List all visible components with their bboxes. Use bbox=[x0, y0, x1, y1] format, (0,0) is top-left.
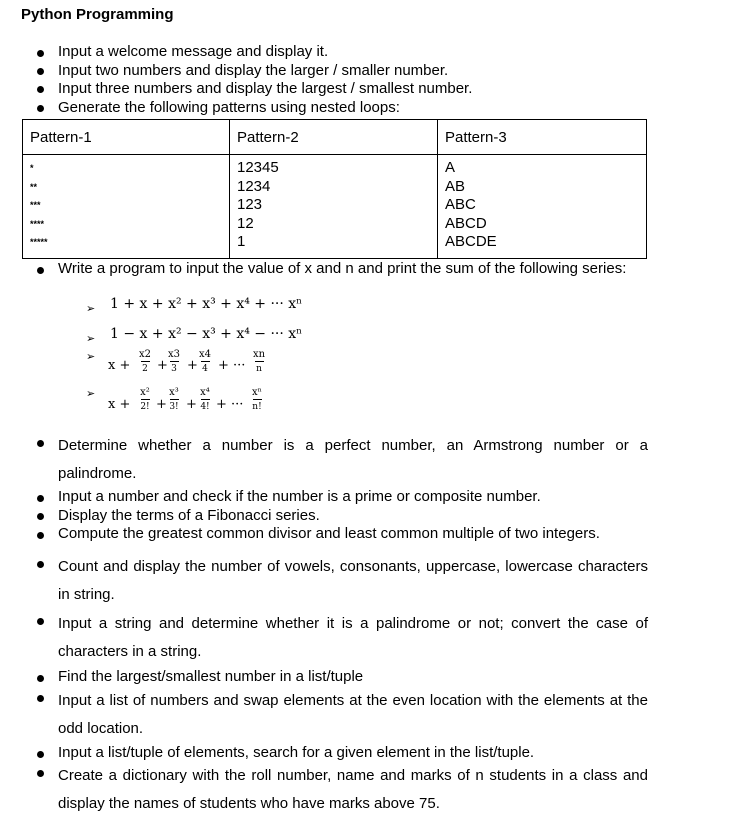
numerator: xⁿ bbox=[252, 387, 262, 398]
list-item: Create a dictionary with the roll number, name and marks of n students in a class and display the names of students who have marks above 75. bbox=[58, 767, 648, 812]
header-pattern-1: Pattern-1 bbox=[23, 120, 230, 155]
pattern-line: 1 bbox=[237, 233, 246, 250]
bullet-dot bbox=[37, 105, 44, 112]
numerator: xn bbox=[252, 349, 266, 360]
series-4-term-1 bbox=[137, 387, 153, 412]
denominator: 3! bbox=[169, 402, 179, 412]
numerator: x² bbox=[140, 387, 150, 398]
pattern-line: ABC bbox=[445, 196, 476, 213]
numerator: x2 bbox=[138, 349, 151, 360]
bullet-dot bbox=[37, 532, 44, 539]
pattern-line: 1234 bbox=[237, 177, 271, 195]
patterns-table bbox=[22, 119, 647, 259]
series-3-term-2 bbox=[167, 349, 181, 374]
series-4-term-2 bbox=[166, 387, 182, 412]
series-3-term-1 bbox=[138, 349, 152, 374]
bullet-dot bbox=[37, 770, 44, 777]
series-3-term-n bbox=[251, 349, 267, 374]
numerator: x4 bbox=[198, 349, 211, 360]
numerator: x³ bbox=[169, 387, 179, 398]
list-item: Determine whether a number is a perfect number, an Armstrong number or a palindrome. bbox=[58, 437, 648, 482]
pattern-line: ABCDE bbox=[445, 233, 497, 250]
pattern-1-cell bbox=[23, 155, 230, 259]
header-pattern-2: Pattern-2 bbox=[230, 120, 438, 155]
series-4-lead: x + bbox=[108, 397, 131, 412]
arrow-bullet-icon: ➢ bbox=[86, 303, 96, 315]
list-item: Input three numbers and display the largest / smallest number. bbox=[58, 80, 473, 97]
denominator: 2 bbox=[142, 364, 148, 374]
bullet-dot bbox=[37, 675, 44, 682]
pattern-line: 12345 bbox=[237, 159, 279, 176]
page-title: Python Programming bbox=[21, 6, 174, 23]
list-item: Input a welcome message and display it. bbox=[58, 43, 329, 60]
denominator: n! bbox=[252, 402, 262, 412]
bullet-dot bbox=[37, 440, 44, 447]
bullet-dot bbox=[37, 695, 44, 702]
plus-operator: + bbox=[186, 397, 197, 412]
list-item: Find the largest/smallest number in a list/tuple bbox=[58, 668, 364, 685]
bullet-dot bbox=[37, 68, 44, 75]
bullet-dot bbox=[37, 86, 44, 93]
pattern-line: 123 bbox=[237, 196, 263, 213]
plus-operator: + bbox=[187, 358, 198, 373]
bullet-dot bbox=[37, 495, 44, 502]
denominator: 4! bbox=[200, 402, 210, 412]
list-item: Compute the greatest common divisor and least common multiple of two integers. bbox=[58, 525, 600, 542]
numerator: x3 bbox=[167, 349, 180, 360]
list-item: Input a string and determine whether it is a palindrome or not; convert the case of characters in a string. bbox=[58, 615, 648, 660]
pattern-line: A bbox=[445, 159, 456, 176]
pattern-line: AB bbox=[445, 177, 466, 195]
list-item: Write a program to input the value of x and n and print the sum of the following series: bbox=[58, 260, 627, 277]
series-1: 1 + x + x² + x³ + x⁴ + ··· xⁿ bbox=[110, 296, 303, 312]
pattern-line: ABCD bbox=[445, 214, 487, 232]
pattern-line: 12 bbox=[237, 214, 254, 232]
denominator: 3 bbox=[171, 364, 177, 374]
plus-operator: + bbox=[157, 358, 168, 373]
pattern-3-cell bbox=[438, 155, 647, 259]
pattern-2-cell bbox=[230, 155, 438, 259]
bullet-dot bbox=[37, 513, 44, 520]
numerator: x⁴ bbox=[200, 387, 210, 398]
list-item: Generate the following patterns using nested loops: bbox=[58, 99, 400, 116]
series-4-term-n bbox=[248, 387, 266, 412]
denominator: 2! bbox=[140, 402, 150, 412]
bullet-dot bbox=[37, 751, 44, 758]
table-row bbox=[23, 155, 647, 259]
arrow-bullet-icon: ➢ bbox=[86, 388, 96, 400]
header-pattern-3: Pattern-3 bbox=[438, 120, 647, 155]
series-4-term-3 bbox=[197, 387, 213, 412]
bullet-dot bbox=[37, 618, 44, 625]
list-item: Count and display the number of vowels, consonants, uppercase, lowercase characters in string. bbox=[58, 558, 648, 603]
bullet-dot bbox=[37, 561, 44, 568]
plus-ellipsis-operator: + ··· bbox=[218, 358, 246, 373]
list-item: Input two numbers and display the larger / smaller number. bbox=[58, 62, 449, 79]
list-item: Input a list/tuple of elements, search for a given element in the list/tuple. bbox=[58, 744, 535, 761]
plus-operator: + bbox=[156, 397, 167, 412]
plus-ellipsis-operator: + ··· bbox=[216, 397, 244, 412]
pattern-line: * bbox=[30, 163, 34, 173]
arrow-bullet-icon: ➢ bbox=[86, 351, 96, 363]
pattern-line: **** bbox=[30, 218, 45, 229]
pattern-line: ** bbox=[30, 181, 38, 192]
bullet-dot bbox=[37, 267, 44, 274]
pattern-line: *** bbox=[30, 200, 41, 210]
series-2: 1 − x + x² − x³ + x⁴ − ··· xⁿ bbox=[110, 326, 303, 342]
list-item: Input a list of numbers and swap elements at the even location with the elements at the odd location. bbox=[58, 692, 648, 737]
denominator: n bbox=[256, 364, 262, 374]
list-item: Input a number and check if the number is a prime or composite number. bbox=[58, 488, 541, 505]
pattern-line: ***** bbox=[30, 237, 48, 247]
arrow-bullet-icon: ➢ bbox=[86, 333, 96, 345]
table-header-row bbox=[23, 120, 647, 155]
series-3-term-3 bbox=[198, 349, 212, 374]
denominator: 4 bbox=[202, 364, 208, 374]
bullet-dot bbox=[37, 50, 44, 57]
list-item: Display the terms of a Fibonacci series. bbox=[58, 507, 320, 524]
series-3-lead: x + bbox=[108, 358, 131, 373]
